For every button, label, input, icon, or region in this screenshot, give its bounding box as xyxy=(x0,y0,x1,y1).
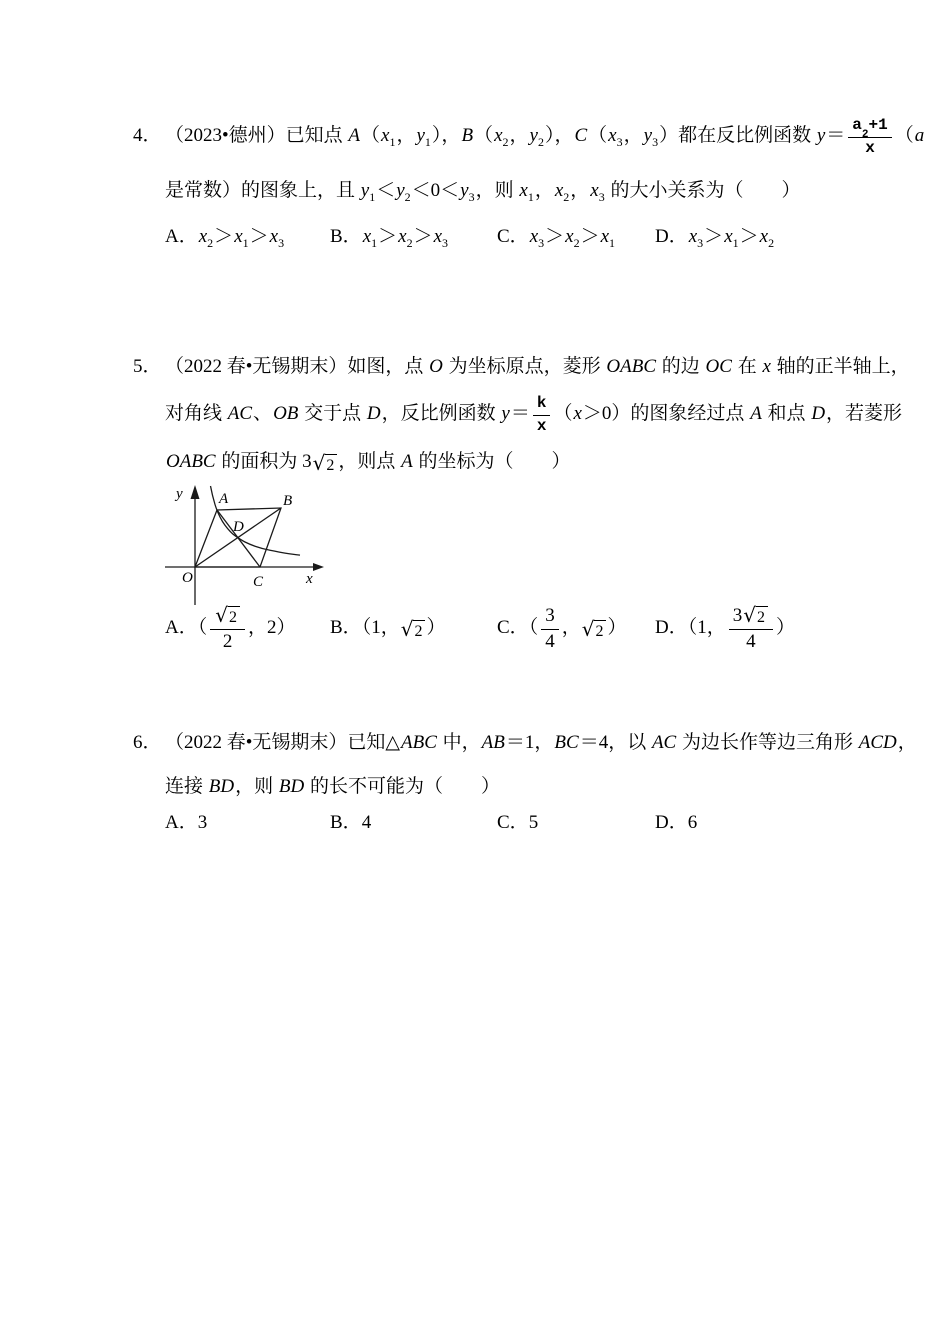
figure-label-A: A xyxy=(219,491,229,507)
q4-option-c-content: $x_3>x_2>x_1$ xyxy=(529,225,616,250)
q4-option-b-label: B． xyxy=(330,225,362,247)
q5-option-d-label: D． xyxy=(655,617,688,638)
q4-options xyxy=(133,222,910,252)
q4-option-b xyxy=(330,222,449,258)
q4-option-c-label: C． xyxy=(497,225,529,247)
q6-option-c-label: C． xyxy=(497,812,529,833)
q4-option-d xyxy=(655,222,775,258)
q5-figure xyxy=(163,480,373,610)
x-axis-arrow xyxy=(313,563,324,571)
question-6 xyxy=(133,728,917,838)
q6-option-b xyxy=(330,808,371,838)
q4-option-c xyxy=(497,222,616,258)
q5-option-b-content: （1， √ 2 ） xyxy=(361,617,446,641)
q5-option-a-label: A． xyxy=(165,617,198,638)
q4-option-a-content: $x_2>x_1>x_3$ xyxy=(198,225,285,250)
q6-number: 6． xyxy=(133,732,162,753)
q4-option-a-label: A． xyxy=(165,225,198,247)
q5-line-1 xyxy=(133,352,910,382)
q5-options xyxy=(133,598,910,658)
q6-line-2: 连接 BD，则 BD 的长不可能为（ ） xyxy=(165,776,500,797)
q5-option-a xyxy=(165,598,296,658)
q6-option-b-content: 4 xyxy=(361,812,372,833)
q5-option-c xyxy=(497,598,626,658)
q6-line-1-text: （2022 春•无锡期末）已知△ABC 中，AB＝1，BC＝4，以 AC 为边长作等边三角形 ACD， xyxy=(165,732,917,753)
q6-option-d-label: D． xyxy=(655,812,688,833)
q6-option-a-content: 3 xyxy=(197,812,208,833)
figure-label-D: D xyxy=(233,519,244,535)
q4-option-d-content: $x_3>x_1>x_2$ xyxy=(688,225,775,250)
q6-option-a-label: A． xyxy=(165,812,198,833)
q6-option-b-label: B． xyxy=(330,812,362,833)
q4-option-d-label: D． xyxy=(655,225,688,247)
q4-option-a xyxy=(165,222,285,258)
figure-label-x: x xyxy=(306,571,313,587)
q5-line-3: OABC 的面积为 3 √ 2 ，则点 A 的坐标为（ ） xyxy=(166,451,571,475)
figure-label-O: O xyxy=(182,570,193,586)
q6-line-1 xyxy=(133,728,917,758)
q6-option-c-content: 5 xyxy=(528,812,539,833)
q6-option-d xyxy=(655,808,697,838)
q5-option-c-content: （ $\frac{3}{4}$ ， √ 2 ） xyxy=(528,604,627,652)
figure-label-C: C xyxy=(253,574,264,590)
question-4 xyxy=(133,108,925,252)
figure-label-B: B xyxy=(283,493,293,509)
q6-options xyxy=(133,808,910,838)
q5-option-a-content: （ √ 2 2 ，2） xyxy=(197,602,296,652)
q5-option-b xyxy=(330,598,445,658)
q6-option-a xyxy=(165,808,207,838)
q4-line-1-text: （2023•德州）已知点 $A(x_1$，$y_1$），$B(x_2$，$y_2$），$C(x_3$，$y_3$）都在反比例函数 y＝ a 2 +1 x （a xyxy=(165,116,925,157)
q6-option-c xyxy=(497,808,538,838)
question-5 xyxy=(133,352,910,658)
q4-number: 4． xyxy=(133,125,162,146)
q4-line-2: 是常数）的图象上，且 $y_1<y_2<0<y_3$，则 $x_1$，$x_2$，$x_3$ 的大小关系为（ ） xyxy=(165,179,801,204)
q6-option-d-content: 6 xyxy=(687,812,698,833)
q5-line-2: 对角线 AC、OB 交于点 D，反比例函数 y＝ $\frac{k}{x}$ （x＞0）的图象经过点 A 和点 D，若菱形 xyxy=(165,394,903,435)
q5-option-d xyxy=(655,598,795,658)
q4-option-b-content: $x_1>x_2>x_3$ xyxy=(362,225,449,250)
q5-option-c-label: C． xyxy=(497,617,529,638)
figure-label-y: y xyxy=(176,486,183,502)
q4-line-1 xyxy=(133,108,925,170)
q5-option-b-label: B． xyxy=(330,617,362,638)
q5-line-1-text: （2022 春•无锡期末）如图，点 O 为坐标原点，菱形 OABC 的边 OC 在 x 轴的正半轴上， xyxy=(165,356,910,377)
q5-option-d-content: （1， 3 √ 2 4 ） xyxy=(687,602,796,652)
q5-number: 5． xyxy=(133,356,162,377)
y-axis-arrow xyxy=(191,485,200,499)
